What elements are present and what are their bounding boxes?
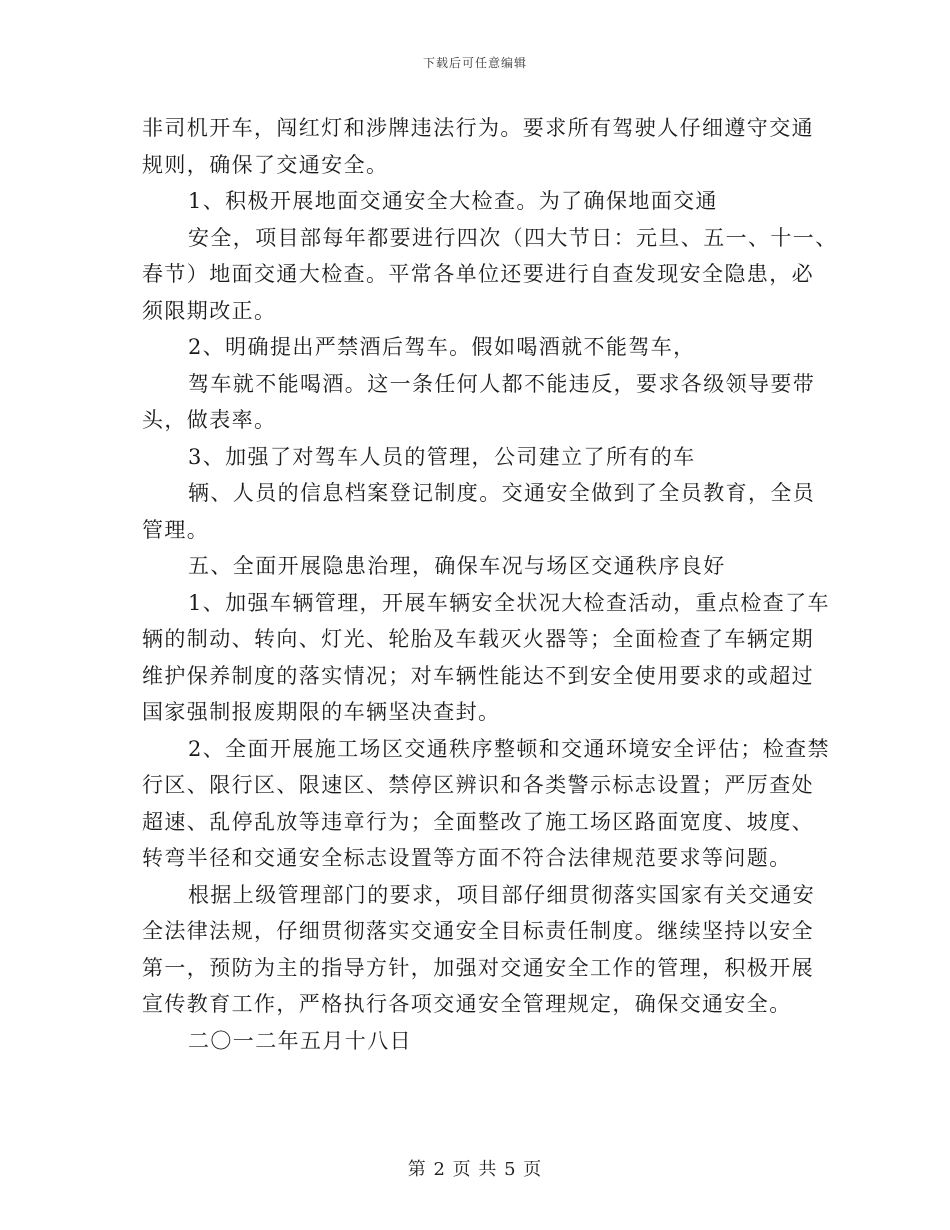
text-line: 全法律法规，仔细贯彻落实交通安全目标责任制度。继续坚持以安全 bbox=[142, 919, 814, 943]
text-line: 2、明确提出严禁酒后驾车。假如喝酒就不能驾车， bbox=[188, 335, 696, 359]
text-line: 1、积极开展地面交通安全大检查。为了确保地面交通 bbox=[188, 189, 718, 213]
text-line: 驾车就不能喝酒。这一条任何人都不能违反，要求各级领导要带 bbox=[188, 371, 816, 396]
text-line: 辆、人员的信息档案登记制度。交通安全做到了全员教育，全员 bbox=[188, 481, 816, 505]
text-line: 须限期改正。 bbox=[142, 298, 277, 323]
page-number-footer: 第 2 页 共 5 页 bbox=[407, 1159, 543, 1180]
date-line: 二〇一二年五月十八日 bbox=[188, 1028, 412, 1053]
text-line: 1、加强车辆管理，开展车辆安全状况大检查活动，重点检查了车 bbox=[188, 590, 830, 615]
text-line: 非司机开车，闯红灯和涉牌违法行为。要求所有驾驶人仔细遵守交通 bbox=[142, 116, 814, 140]
text-line: 头，做表率。 bbox=[142, 408, 277, 432]
header-note: 下载后可任意编辑 bbox=[422, 56, 527, 70]
text-line: 根据上级管理部门的要求，项目部仔细贯彻落实国家有关交通安 bbox=[188, 882, 816, 907]
text-line: 辆的制动、转向、灯光、轮胎及车载灭火器等；全面检查了车辆定期 bbox=[142, 627, 814, 651]
text-line: 转弯半径和交通安全标志设置等方面不符合法律规范要求等问题。 bbox=[142, 846, 792, 870]
text-line: 春节）地面交通大检查。平常各单位还要进行自查发现安全隐患，必 bbox=[142, 262, 814, 286]
text-line: 超速、乱停乱放等违章行为；全面整改了施工场区路面宽度、坡度、 bbox=[142, 809, 814, 834]
text-line: 安全，项目部每年都要进行四次（四大节日：元旦、五一、十一、 bbox=[188, 225, 838, 250]
text-line: 第一，预防为主的指导方针，加强对交通安全工作的管理，积极开展 bbox=[142, 955, 814, 980]
text-line: 国家强制报废期限的车辆坚决查封。 bbox=[142, 700, 501, 724]
text-line: 管理。 bbox=[142, 517, 210, 542]
text-line: 规则，确保了交通安全。 bbox=[142, 152, 389, 177]
text-line: 宣传教育工作，严格执行各项交通安全管理规定，确保交通安全。 bbox=[142, 992, 792, 1016]
text-line: 3、加强了对驾车人员的管理，公司建立了所有的车 bbox=[188, 444, 696, 469]
text-line: 维护保养制度的落实情况；对车辆性能达不到安全使用要求的或超过 bbox=[142, 663, 814, 688]
text-line: 2、全面开展施工场区交通秩序整顿和交通环境安全评估；检查禁 bbox=[188, 736, 830, 761]
section-heading: 五、全面开展隐患治理，确保车况与场区交通秩序良好 bbox=[188, 554, 726, 578]
text-line: 行区、限行区、限速区、禁停区辨识和各类警示标志设置；严厉查处 bbox=[142, 773, 814, 797]
body-text bbox=[142, 110, 838, 1059]
